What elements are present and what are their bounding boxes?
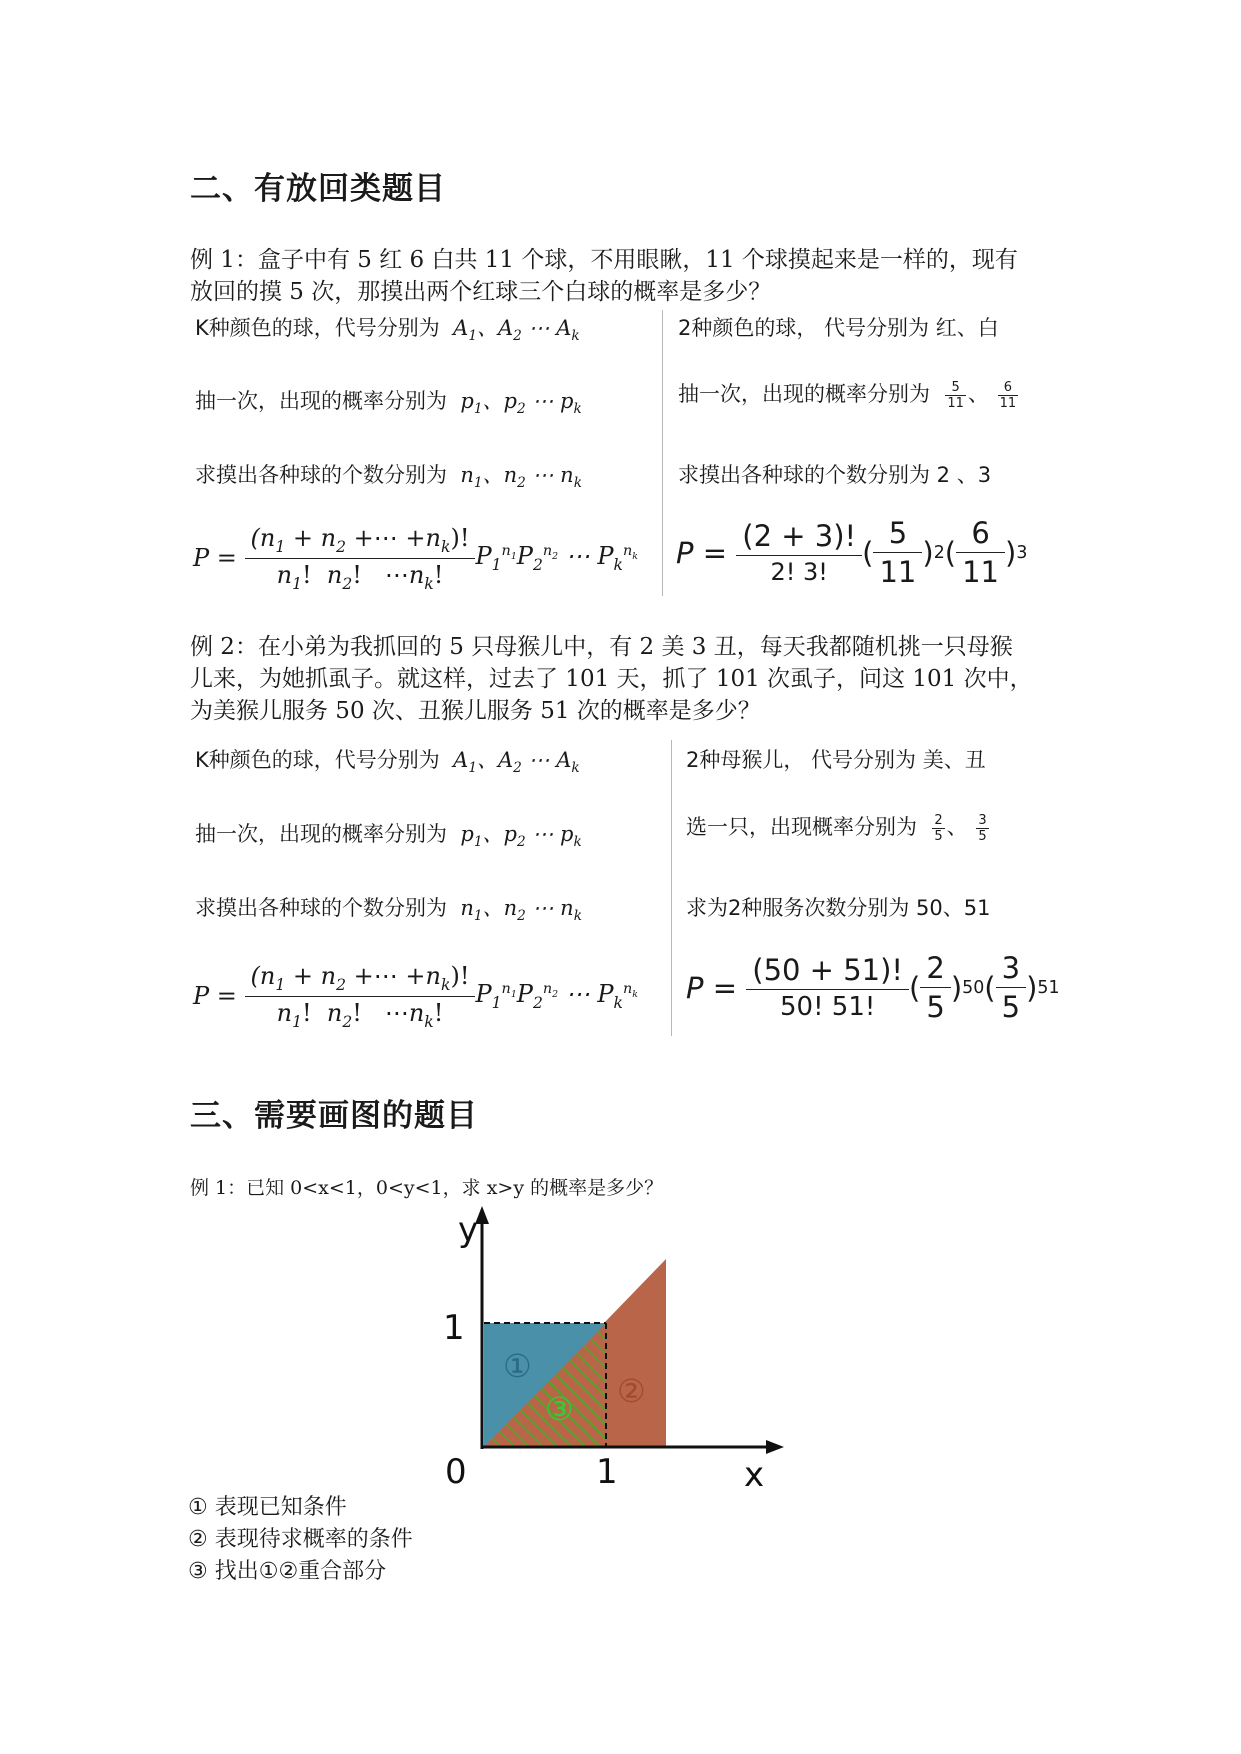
table-2-row-3-left: 求摸出各种球的个数分别为 $n_1$、$n_2$ ⋯ $n_k$ [195, 896, 582, 925]
table-2-row-2-left: 抽一次，出现的概率分别为 $p_1$、$p_2$ ⋯ $p_k$ [195, 822, 582, 851]
example-1-line-1: 例 1：盒子中有 5 红 6 白共 11 个球，不用眼瞅，11 个球摸起来是一样的，现有 [190, 247, 1018, 273]
section-3-example-1: 例 1：已知 0<x<1，0<y<1，求 x>y 的概率是多少？ [190, 1177, 664, 1199]
table-1-row-3-right: 求摸出各种球的个数分别为 2 、3 [678, 463, 992, 487]
fraction-6-11: $\frac{6}{11}$ [999, 379, 1017, 411]
table-2-divider [671, 740, 672, 1036]
table-1-row-1-right: 2种颜色的球， 代号分别为 红、白 [678, 316, 999, 340]
table-2-row-2-right: 选一只，出现概率分别为 $\frac{2}{5}$ 、 $\frac{3}{5}$ [686, 812, 987, 844]
section-2-title: 二、有放回类题目 [190, 171, 446, 207]
table-1-general-formula: P = $\frac{(n_1 + n_2 +\cdots +n_k)!}{n_1! n_2! \cdots n_k!}$ $P_1^{n_1}P_2^{n_2}$ ⋯ $P_k^{n_k}$ [193, 524, 638, 593]
x-axis-label: x [744, 1455, 765, 1495]
table-1-divider [662, 310, 663, 596]
example-2-line-3: 为美猴儿服务 50 次、丑猴儿服务 51 次的概率是多少？ [190, 698, 761, 724]
table-1-row-2-left: 抽一次，出现的概率分别为 $p_1$、$p_2$ ⋯ $p_k$ [195, 389, 582, 418]
example-2-line-1: 例 2：在小弟为我抓回的 5 只母猴儿中，有 2 美 3 丑，每天我都随机挑一只母猴 [190, 634, 1013, 660]
region-1-label: ① [503, 1347, 532, 1385]
table-2-row-1-right: 2种母猴儿， 代号分别为 美、丑 [686, 748, 986, 772]
x-tick-1: 1 [596, 1452, 618, 1492]
y-axis-label: y [458, 1210, 479, 1250]
table-1-row-3-left: 求摸出各种球的个数分别为 $n_1$、$n_2$ ⋯ $n_k$ [195, 463, 582, 492]
section-3-title: 三、需要画图的题目 [190, 1098, 478, 1134]
x-axis-arrow-icon [766, 1440, 784, 1454]
table-2-row-1-left: K种颜色的球，代号分别为 $A_1$、$A_2$ ⋯ $A_k$ [195, 748, 580, 777]
example-1-line-2: 放回的摸 5 次，那摸出两个红球三个白球的概率是多少？ [190, 279, 772, 305]
table-1-specific-formula: P = $\frac{(2 + 3)!}{2! 3!}$ ( $\frac{5}{11}$ ) 2 ( $\frac{6}{11}$ ) 3 [676, 516, 1028, 589]
table-2-general-formula: P = $\frac{(n_1 + n_2 +\cdots +n_k)!}{n_1! n_2! \cdots n_k!}$ $P_1^{n_1}P_2^{n_2}$ ⋯ $P_k^{n_k}$ [193, 962, 638, 1031]
fraction-5-11: $\frac{5}{11}$ [947, 379, 964, 411]
region-2-label: ② [617, 1372, 646, 1410]
fraction-3-5: $\frac{3}{5}$ [978, 812, 987, 844]
note-2: ② 表现待求概率的条件 [188, 1527, 413, 1552]
origin-label: 0 [445, 1452, 467, 1492]
example-2-line-2: 儿来，为她抓虱子。就这样，过去了 101 天，抓了 101 次虱子，问这 101 次中， [190, 666, 1033, 692]
table-1-row-1-left: K种颜色的球，代号分别为 $A_1$、$A_2$ ⋯ $A_k$ [195, 316, 580, 345]
note-1: ① 表现已知条件 [188, 1495, 347, 1520]
y-tick-1: 1 [443, 1308, 465, 1348]
table-2-row-3-right: 求为2种服务次数分别为 50、51 [686, 896, 991, 920]
region-3-label: ③ [545, 1390, 574, 1428]
probability-region-figure [430, 1200, 810, 1500]
table-2-specific-formula: P = $\frac{(50 + 51)!}{50! 51!}$ ( $\frac{2}{5}$ ) 50 ( $\frac{3}{5}$ ) 51 [686, 951, 1060, 1024]
note-3: ③ 找出①②重合部分 [188, 1559, 387, 1584]
fraction-2-5: $\frac{2}{5}$ [934, 812, 943, 844]
table-1-row-2-right: 抽一次，出现的概率分别为 $\frac{5}{11}$ 、 $\frac{6}{11}$ [678, 379, 1017, 411]
